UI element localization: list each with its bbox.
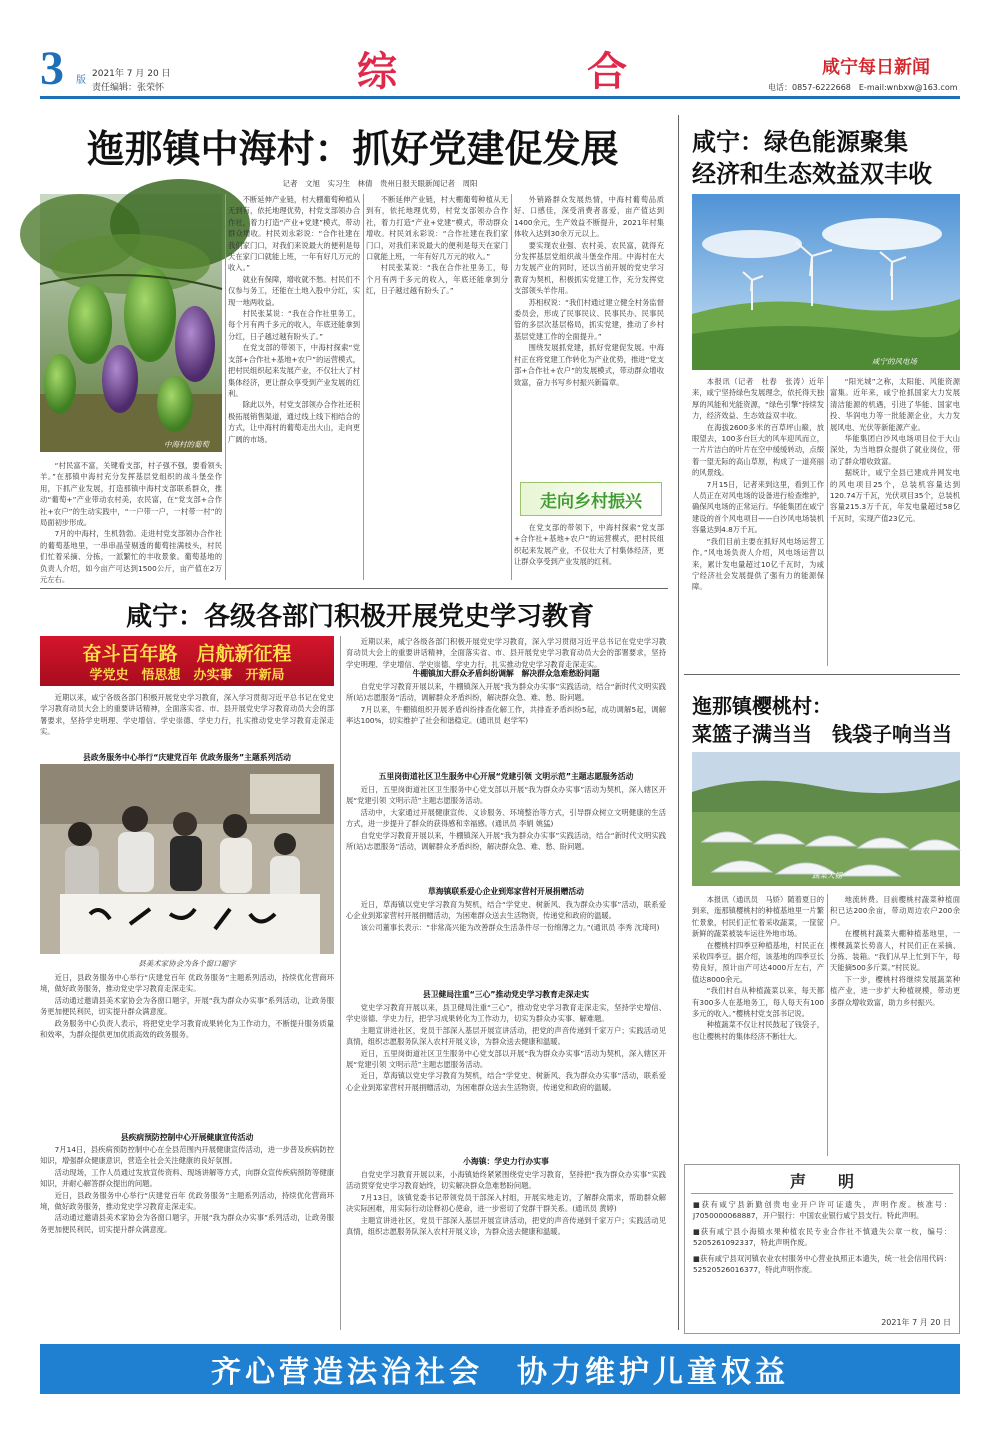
- rural-revitalization-banner: [520, 482, 662, 516]
- party-history-banner-line2: 学党史 悟思想 办实事 开新局: [89, 668, 285, 683]
- calligraphy-photo: [40, 764, 334, 954]
- article1-col2-para: 不断延伸产业链，村大棚葡萄种植从无到有，依托地理优势，村党支部领办合作社，着力打造“产业+党建”模式，带动群众增收。村民刘永彩说：“合作社建在我们家门口，对我们来说最大的便利是每天在家门口就能上班，一年有好几万元的收入。”: [228, 195, 360, 273]
- article4-title-line1: 迤那镇樱桃村：: [692, 694, 832, 718]
- notice-title: 声 明: [789, 1172, 854, 1191]
- notice-box: [684, 1164, 960, 1334]
- article2-sub6-body: [346, 1169, 666, 1289]
- article2-left-para: 活动通过邀请县美术家协会为各窗口题字，开展“我为群众办实事”系列活动，让政务服务更加便民利民，切实提升群众满意度。: [40, 995, 334, 1017]
- article1-col4-tail-para: 在党支部的带领下，中海村探索“党支部+合作社+基地+农户”的运营模式，把村民组织起来发展产业，不仅壮大了村集体经济，更让群众享受到产业发展的红利。: [514, 523, 664, 567]
- notice-item: ■获有咸宁县双河镇农业农村服务中心营业执照正本遗失，统一社会信用代码：52520526016377，特此声明作废。: [693, 1253, 951, 1275]
- article2-sub6-title: 小海镇：学史力行办实事: [463, 1157, 549, 1166]
- article3-col1-para: “我们目前主要在抓好风电场运营工作。”风电场负责人介绍，风电场运营以来，累计发电量超过10亿千瓦时，为咸宁经济社会发展提供了强有力的能源保障。: [692, 536, 824, 592]
- notice-items: [693, 1199, 951, 1311]
- article2-sub2-para: 自党史学习教育开展以来，牛棚镇深入开展“我为群众办实事”实践活动，结合“新时代文明实践所(站)志愿服务”活动，调解群众矛盾纠纷，解决群众急、难、愁、盼问题。: [346, 830, 666, 852]
- notice-rule: [691, 1193, 953, 1194]
- divider: [40, 588, 668, 589]
- header-contact: 电话：0857-6222668 E-mail:wnbxw@163.com: [768, 83, 958, 92]
- article1-col2-para: 在党支部的带领下，中海村探索“党支部+合作社+基地+农户”的运营模式，把村民组织起来发展产业，不仅壮大了村集体经济，更让群众享受到产业发展的红利。: [228, 343, 360, 398]
- article2-left-para: 近日，县政务服务中心举行“庆建党百年 优政务服务”主题系列活动，持续优化营商环境，做好政务服务，推动党史学习教育走深走实。: [40, 973, 334, 994]
- article2-sub5-body: [346, 1002, 666, 1152]
- article1-col3-para: 不断延伸产业链，村大棚葡萄种植从无到有，依托地理优势，村党支部领办合作社，着力打造“产业+党建”模式，带动群众增收。村民刘永彩说：“合作社建在我们家门口，对我们来说最大的便利是每天在家门口就能上班，一年有好几万元的收入。”: [366, 195, 508, 262]
- article2-sub5-para: 近日，草海镇以党史学习教育为契机，结合“学党史、树新风、我为群众办实事”活动，联系爱心企业到郑家营村开展捐赠活动，为困难群众送去生活物资，传递党和政府的温暖。: [346, 1071, 666, 1092]
- article2-intro-para: 近期以来，咸宁各级各部门积极开展党史学习教育，深入学习贯彻习近平总书记在党史学习教育动员大会上的重要讲话精神，全面落实省、市、县开展党史学习教育动员大会的部署要求，坚持学史明理、学史增信、学史崇德、学史力行，扎实推动党史学习教育走深走实。: [40, 693, 334, 737]
- article2-intro: [40, 692, 334, 744]
- article2-sub3-para: 该公司董事长表示：“非常高兴能为改善群众生活条件尽一份绵薄之力。”(通讯员 李秀 沈琦珂): [360, 922, 660, 932]
- article3-col2-para: 华能集团白沙风电场项目位于大山深处，为当地群众提供了就业岗位，带动了群众增收致富。: [830, 434, 960, 466]
- article1-col4-para: 要实现农业强、农村美、农民富，就得充分发挥基层党组织战斗堡垒作用。中海村在大力发展产业的同时，还以当前开展的党史学习教育为契机，积极抓实党建工作，充分发挥党支部领头羊作用。: [514, 240, 664, 296]
- article1-col4-para: 围绕发展抓党建，抓好党建促发展。中海村正在将党建工作转化为产业优势，推进“党支部+合作社+农户”的发展模式，带动群众增收致富，奋力书写乡村振兴新篇章。: [514, 343, 664, 387]
- rural-revitalization-banner-text: 走向乡村振兴: [540, 491, 642, 512]
- article3-col1-para: 7月15日，记者来到这里，看到工作人员正在对风电场的设备进行检查维护，确保风电场的正常运行。华能集团在咸宁建设的首个风电项目——白沙风电场装机容量达到4.8万千瓦。: [692, 479, 824, 535]
- grapes-photo-caption: 中海村的葡萄: [164, 440, 209, 449]
- article2-sub4-para: 活动通过邀请县美术家协会为各窗口题字，开展“我为群众办实事”系列活动，让政务服务更加便民利民，切实提升群众满意度。: [40, 1213, 334, 1234]
- article2-sub2-para: 活动中，大家通过开展健康宣传、义诊服务、环境整治等方式，引导群众树立文明健康的生活方式，进一步提升了群众的获得感和幸福感。(通讯员 李娟 姚猛): [346, 807, 666, 829]
- article1-col2: [228, 194, 360, 580]
- article2-sub5-para: 党史学习教育开展以来，县卫健局注重“三心”，推动党史学习教育走深走实，坚持学史增信、学史崇德、学史力行，把学习成果转化为工作动力，切实为群众办实事、解难题。: [346, 1003, 666, 1024]
- article4-col2-para: 下一步，樱桃村将继续发展蔬菜种植产业，进一步扩大种植规模，带动更多群众增收致富，助力乡村振兴。: [830, 974, 960, 1007]
- wind-farm-photo-caption: 咸宁的风电场: [872, 357, 917, 366]
- article2-sub2-para: 近日，五里岗街道社区卫生服务中心党支部以开展“我为群众办实事”活动为契机，深入辖区开展“党建引领 文明示范”主题志愿服务活动。: [346, 785, 666, 806]
- footer-slogan-bar: [40, 1344, 960, 1394]
- section-title: 综 合: [357, 49, 633, 95]
- article2-photo-title: 县政务服务中心举行“庆建党百年 优政务服务”主题系列活动: [83, 753, 291, 762]
- article3-col2: [830, 376, 960, 666]
- notice-item: ■获有咸宁县小海镇水果种植农民专业合作社不慎遗失公章一枚，编号：5205261092337，特此声明作废。: [693, 1226, 951, 1248]
- header-editor: 责任编辑：张荣怀: [92, 83, 165, 93]
- article3-col2-para: 据统计，咸宁全县已建成并网发电的风电项目25个，总装机容量达到120.74万千瓦，光伏项目35个，总装机容量215.3万千瓦，年发电量超过58亿千瓦时，实现产值23亿元。: [830, 468, 960, 523]
- divider: [827, 894, 828, 1156]
- divider: [340, 636, 341, 1330]
- article2-sub3-body: [346, 899, 666, 985]
- article3-col1-para: 在海拔2600多米的百草坪山巅，放眼望去，100多台巨大的风车迎风而立，一片片洁白的叶片在空中缓缓转动，点缀着一望无际的高山草原，构成了一道亮丽的风景线。: [692, 422, 824, 478]
- article2-sub3-para: 近日，草海镇以党史学习教育为契机，结合“学党史、树新风、我为群众办实事”活动，联系爱心企业到郑家营村开展捐赠活动，为困难群众送去生活物资，传递党和政府的温暖。: [346, 900, 666, 921]
- article1-col1-para: “村民富不富，关键看支部，村子强不强，要看领头羊。”在那镇中海村充分发挥基层党组织的战斗堡垒作用，下抓产业发展，打造那镇中海村支部联系群众，推动“葡萄+”产业带动农村美，农民富，在“党支部+合作社+农户”的生动实践中，“一户带一户，一村带一村”的局面初步形成。: [40, 461, 222, 528]
- calligraphy-photo-caption: 县美术家协会为各个窗口题字: [138, 959, 236, 968]
- divider: [827, 376, 828, 666]
- header-date: 2021年 7 月 20 日: [92, 69, 171, 79]
- greenhouse-photo: [692, 752, 960, 886]
- article1-col2-para: 除此以外，村党支部领办合作社还积极拓展销售渠道，通过线上线下相结合的方式，让中海村的葡萄走出大山，走向更广阔的市场。: [228, 400, 360, 444]
- article3-title-line2: 经济和生态效益双丰收: [692, 160, 932, 188]
- paper-name: 咸宁每日新闻: [822, 57, 930, 78]
- article3-col1: [692, 376, 824, 666]
- article3-col1-para: 本报讯（记者 杜春 张涛）近年来，咸宁坚持绿色发展理念，依托得天独厚的风能和光能资源，“绿色引擎”持续发力，经济效益、生态效益双丰收。: [692, 377, 824, 421]
- article2-sub2-title: 五里岗街道社区卫生服务中心开展“党建引领 文明示范”主题志愿服务活动: [378, 772, 634, 781]
- header-rule: [40, 96, 960, 99]
- article2-sub1-para: 自党史学习教育开展以来，牛棚镇深入开展“我为群众办实事”实践活动，结合“新时代文明实践所(站)志愿服务”活动，调解群众矛盾纠纷，解决群众急、难、愁、盼问题。: [346, 682, 666, 703]
- article3-title-line1: 咸宁：绿色能源聚集: [692, 128, 908, 156]
- article4-col1: [692, 894, 824, 1156]
- article1-col2-para: 就业有保障，增收就不愁。村民们不仅参与务工，还能在土地入股中分红，实现一地两收益。: [228, 274, 360, 307]
- article2-sub1-para: 7月以来，牛棚镇组织开展矛盾纠纷排查化解工作，共排查矛盾纠纷5起，成功调解5起，调解率达100%，切实维护了社会和谐稳定。(通讯员 赵学军): [346, 704, 666, 726]
- article2-sub5-para: 主题宣讲进社区，党员干部深入基层开展宣讲活动，把党的声音传递到千家万户；实践活动见真情，组织志愿服务队深入农村开展义诊，为群众送去健康和温暖。: [346, 1025, 666, 1047]
- article4-col1-para: 在樱桃村四季豆种植基地，村民正在采收四季豆。据介绍，该基地的四季豆长势良好，预计亩产可达4000斤左右，产值达8000余元。: [692, 940, 824, 984]
- article2-sub4-para: 7月14日，县疾病预防控制中心在全县范围内开展健康宣传活动，进一步普及疾病防控知识，增强群众健康意识，营造全社会关注健康的良好氛围。: [40, 1145, 334, 1166]
- article2-sub5-title: 县卫健局注重“三心”推动党史学习教育走深走实: [422, 990, 590, 999]
- divider: [363, 194, 364, 580]
- article2-sub6-para: 主题宣讲进社区，党员干部深入基层开展宣讲活动，把党的声音传递到千家万户；实践活动见真情，组织志愿服务队深入农村开展义诊，为群众送去健康和温暖。: [346, 1215, 666, 1237]
- divider: [511, 194, 512, 580]
- article2-right-lead: [346, 636, 666, 669]
- article2-sub4-body: [40, 1144, 334, 1330]
- party-history-banner-line1: 奋斗百年路 启航新征程: [82, 643, 292, 665]
- article2-sub5-para: 近日，五里岗街道社区卫生服务中心党支部以开展“我为群众办实事”活动为契机，深入辖区开展“党建引领 文明示范”主题志愿服务活动。: [346, 1048, 666, 1070]
- notice-date: 2021年 7 月 20 日: [881, 1318, 951, 1327]
- footer-slogan: 齐心营造法治社会 协力维护儿童权益: [211, 1355, 789, 1390]
- article2-sub4-para: 近日，县政务服务中心举行“庆建党百年 优政务服务”主题系列活动，持续优化营商环境，做好政务服务，推动党史学习教育走深走实。: [40, 1190, 334, 1212]
- article1-col4-para: 苏相权说：“我们村通过建立健全村务监督委员会，形成了民事民议、民事民办、民事民管的多层次基层格局，抓实党建，推动了乡村基层党建工作的全面提升。”: [514, 297, 664, 341]
- article4-col1-para: 本报讯（通讯员 马娇）随着夏日的到来，迤那镇樱桃村的种植基地里一片繁忙景象，村民们正忙着采收蔬菜，一筐筐新鲜的蔬菜被装车运往外地市场。: [692, 895, 824, 939]
- article4-col1-para: 种植蔬菜不仅让村民鼓起了钱袋子，也让樱桃村的集体经济不断壮大。: [692, 1020, 824, 1041]
- article1-col1: [40, 460, 222, 585]
- article2-sub4-title: 县疾病预防控制中心开展健康宣传活动: [120, 1133, 254, 1142]
- article1-col3: [366, 194, 508, 580]
- article2-title: 咸宁：各级各部门积极开展党史学习教育: [125, 602, 594, 632]
- article1-col4: [514, 194, 664, 474]
- divider: [684, 674, 960, 675]
- article2-right-column: [346, 636, 666, 1330]
- wind-farm-photo: [692, 194, 960, 370]
- article2-sub2-body: [346, 784, 666, 882]
- party-history-banner: [40, 636, 334, 686]
- article3-col2-para: “阳光城”之称，太阳能、风能资源富集。近年来，咸宁抢抓国家大力发展清洁能源的机遇，引进了华能、国家电投、华润电力等一批能源企业，大力发展风电、光伏等新能源产业。: [830, 377, 960, 432]
- article4-col2-para: 在樱桃村蔬菜大棚种植基地里，一棵棵蔬菜长势喜人，村民们正在采摘、分拣、装箱。“我们从早上忙到下午，每天能摘500多斤菜。”村民说。: [830, 929, 960, 973]
- article2-sub1-title: 牛棚镇加大群众矛盾纠纷调解 解决群众急难愁盼问题: [412, 669, 600, 678]
- article1-byline: 记者 文旭 实习生 林倩 贵州日报天眼新闻记者 周阳: [282, 179, 478, 188]
- article2-sub3-title: 草海镇联系爱心企业到郑家营村开展捐赠活动: [428, 887, 584, 896]
- article1-col4-para: 外销路群众发展热情，中海村葡萄品质好、口感佳，深受消费者喜爱，亩产值达到1400余元，生产效益不断提升，2021年村集体收入达到30余万元以上。: [514, 195, 664, 239]
- article2-right-lead-para: 近期以来，咸宁各级各部门积极开展党史学习教育，深入学习贯彻习近平总书记在党史学习教育动员大会上的重要讲话精神，全面落实省、市、县开展党史学习教育动员大会的部署要求，坚持学史明理、学史增信、学史崇德、学史力行，扎实推动党史学习教育走深走实。: [346, 637, 666, 669]
- divider: [225, 194, 226, 580]
- page-unit: 版: [76, 75, 86, 86]
- article2-sub6-para: 自党史学习教育开展以来，小海镇始终紧紧围绕党史学习教育，坚持把“我为群众办实事”实践活动贯穿党史学习教育始终，切实解决群众急难愁盼问题。: [346, 1170, 666, 1191]
- notice-item: ■获有咸宁县新勤创贵电业开户许可证遗失，声明作废。核准号：J7050000068887，开户银行：中国农业银行咸宁县支行。特此声明。: [693, 1200, 951, 1221]
- article1-col1-para: 7月的中海村，生机勃勃。走进村党支部领办合作社的葡萄基地里，一串串晶莹剔透的葡萄挂满枝头，村民们忙着采摘、分拣，一派繁忙的丰收景象。葡萄基地的负责人介绍，如今亩产可达到1500公斤，亩产值在2万元左右。: [40, 529, 222, 585]
- article1-col3-para: 村民张某说：“我在合作社里务工，每个月有两千多元的收入，年底还能拿到分红，日子越过越有盼头了。”: [366, 263, 508, 296]
- divider: [678, 115, 679, 1330]
- article4-col2: [830, 894, 960, 1156]
- article2-left-body: [40, 972, 334, 1124]
- article4-title-line2: 菜篮子满当当 钱袋子响当当: [692, 722, 952, 746]
- article4-col2-para: 地流转费。目前樱桃村蔬菜种植面积已达200余亩，带动周边农户200余户。: [830, 895, 960, 927]
- article2-sub1-body: [346, 681, 666, 767]
- article4-col1-para: “我们村自从种植蔬菜以来，每天都有300多人在基地务工，每人每天有100多元的收入。”樱桃村党支部书记说。: [692, 986, 824, 1019]
- article1-title: 迤那镇中海村：抓好党建促发展: [86, 127, 619, 171]
- article2-sub6-para: 7月13日，该镇党委书记带领党员干部深入村组，开展实地走访，了解群众需求，帮助群众解决实际困难，用实际行动诠释初心使命，进一步密切了党群干群关系。(通讯员 黄婷): [346, 1192, 666, 1214]
- article2-left-para: 政务服务中心负责人表示，将把党史学习教育成果转化为工作动力，不断提升服务质量和效率，为群众提供更加优质高效的政务服务。: [40, 1018, 334, 1040]
- page-number: 3: [40, 42, 64, 95]
- article1-col2-para: 村民张某说：“我在合作社里务工，每个月有两千多元的收入，年底还能拿到分红，日子越过越有盼头了。”: [228, 309, 360, 341]
- article2-sub4-para: 活动现场，工作人员通过发放宣传资料、现场讲解等方式，向群众宣传疾病预防等健康知识，并耐心解答群众提出的问题。: [40, 1167, 334, 1189]
- greenhouse-photo-caption: 蔬菜大棚: [812, 871, 842, 880]
- article1-col4-tail: [514, 522, 664, 580]
- grapes-photo: [40, 194, 222, 452]
